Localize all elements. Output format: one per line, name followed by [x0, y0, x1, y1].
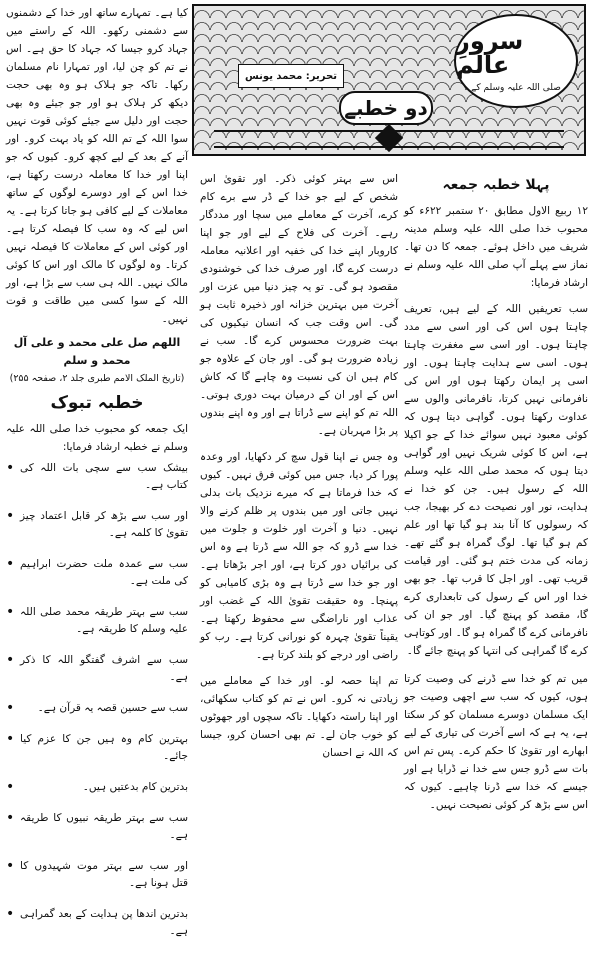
- decorative-flourish: [214, 130, 564, 148]
- sayings-list: [6, 460, 188, 940]
- middle-column: [200, 170, 398, 762]
- first-sermon-heading: پہلا خطبہ جمعہ: [442, 177, 550, 193]
- reference: (تاریخ الملک الامم طبری جلد ۲، صفحہ ۲۵۵): [9, 373, 185, 384]
- dua-line: اللھم صل علی محمد و علی آل محمد و سلم: [13, 336, 181, 367]
- left-paragraph: کیا ہے۔ تمہارے ساتھ اور خدا کے دشمنوں سے دشمنی رکھو۔ اللہ کے راستے میں جہاد کرو جیسا کہ جہاد کا حق ہے۔ اس نے تم کو چن لیا، اور تمہارا نام مسلمان رکھا۔ تاکہ جو ہلاک ہو وہ بھی حجت دیکھ کر ہلاک ہو اور جو جیئے وہ بھی حجت اور دلیل سے جیئے کوئی قوت نہیں سوا اللہ کے تم اللہ کو یاد بہت کرو۔ اور آنے کے بعد کے لیے کچھ کرو۔ کیوں کہ جو اپنا اور خدا کا معاملہ درست رکھتا ہے، خدا اس کے اور دوسرے لوگوں کے ساتھ معاملات کے لیے کافی ہو جاتا کرتا ہے۔ یہ اس لیے کہ وہ سب کا فیصلہ کرتا ہے۔ اور کوئی اس کے معاملات کا فیصلہ نہیں کرتا۔ وہ لوگوں کا مالک اور اس کا کوئی مالک نہیں۔ اللہ ہی سب سے بڑا ہے، اور اللہ کے سوا کسی میں طاقت و قوت نہیں۔: [6, 7, 188, 325]
- right-paragraph-2: سب تعریفیں اللہ کے لیے ہیں، تعریف چاہتا ہوں اس کی اور اسی سے مدد چاہتا ہوں۔ اور اسی سے مغفرت چاہتا ہوں۔ اسی سے ہدایت چاہتا ہوں۔ اور اسی پر ایمان رکھتا ہوں اور اس کی نافرمانی نہیں کرتا، نافرمانی والوں سے عداوت رکھتا ہوں۔ گواہی دیتا ہوں کہ کوئی معبود نہیں سوائے خدا کے جو اکیلا ہے، اس کا کوئی شریک نہیں اور گواہی دیتا ہوں کہ محمد صلی اللہ علیہ وسلم اللہ کے رسول ہیں۔ جن کو خدا نے ہدایت، نور اور نصیحت دے کر بھیجا، جب کہ رسولوں کا آنا بند ہو گیا تھا اور علم کم ہو گیا تھا۔ لوگ گمراہ ہو گئے تھے۔ زمانہ کی مدت ختم ہو گئی۔ اور قیامت قریب تھی۔ اور اجل کا قرب تھا۔ جو بھی خدا اور اس کے رسول کی تابعداری کرے گا، مقصد کو پہنچ گیا۔ اور جو ان کی نافرمانی کرے گا گمراہ ہو گا۔ اور کوتاہی کرے گا گمراہی کی انتہا کو پہنچ جائے گا۔: [404, 303, 588, 657]
- list-item: اور سب سے بڑھ کر قابل اعتماد چیز تقویٰ کا کلمہ ہے۔ •: [6, 508, 188, 542]
- list-item: بدترین اندھا پن ہدایت کے بعد گمراہی ہے۔ •: [6, 906, 188, 940]
- middle-paragraph-3: تم اپنا حصہ لو۔ اور خدا کے معاملے میں زیادتی نہ کرو۔ اس نے تم کو کتاب سکھائی، اور اپنا راستہ دکھایا۔ تاکہ سچوں اور جھوٹوں کو خوب جان لے۔ تم بھی احسان کرو، جیسا کہ اللہ نے احسان: [200, 675, 398, 759]
- right-column: [404, 170, 588, 814]
- left-column: [6, 4, 188, 954]
- series-title: سرورِ عالم: [456, 27, 524, 79]
- tabuk-intro: ایک جمعہ کو محبوب خدا صلی اللہ علیہ وسلم نے خطبہ ارشاد فرمایا:: [6, 423, 188, 453]
- author-byline: تحریر: محمد یونس: [238, 64, 344, 88]
- list-item: بدترین کام بدعتیں ہیں۔ •: [6, 779, 188, 796]
- list-item: سب سے عمدہ ملت حضرت ابراہیم کی ملت ہے۔ •: [6, 556, 188, 590]
- list-item: اور سب سے بہتر موت شہیدوں کا قتل ہونا ہے۔ •: [6, 858, 188, 892]
- list-item: سب سے بہتر طریقہ محمد صلی اللہ علیہ وسلم کا طریقہ ہے۔ •: [6, 604, 188, 638]
- list-item: سب سے حسین قصہ یہ قرآن ہے۔ •: [6, 700, 188, 717]
- list-item: بیشک سب سے سچی بات اللہ کی کتاب ہے۔ •: [6, 460, 188, 494]
- tabuk-heading: خطبہ تبوک: [50, 393, 144, 413]
- middle-paragraph-2: وہ جس نے اپنا قول سچ کر دکھایا، اور وعدہ پورا کر دیا، جس میں کوئی فرق نہیں۔ کیوں کہ خدا فرماتا ہے کہ میرے نزدیک بات بدلی نہیں جاتی اور میں بندوں پر ظلم کرنے والا نہیں۔ دنیا و آخرت اور خلوت و جلوت میں خدا سے ڈرو کہ جو اللہ سے ڈرتا ہے وہ اس کی برائیاں دور کرتا ہے، اور اجر بڑھاتا ہے۔ اور جو خدا سے ڈرتا ہے وہ بڑی کامیابی کو پہنچا۔ وہ حقیقت تقویٰ اللہ کے غضب اور عذاب اور ناراضگی سے محفوظ رکھتا ہے۔ یقیناً تقویٰ چہرہ کو نورانی کرتا ہے۔ رب کو راضی اور درجے کو بلند کرتا ہے۔: [200, 451, 398, 661]
- right-paragraph-3: میں تم کو خدا سے ڈرنے کی وصیت کرتا ہوں، کیوں کہ سب سے اچھی وصیت جو ایک مسلمان دوسرے مسلمان کو کر سکتا ہے، یہ ہے کہ اسے آخرت کی تیاری کے لیے ابھارے اور تقویٰ کا حکم کرے۔ پس تم اس بات سے ڈرو جس سے خدا نے ڈرایا ہے اور جیسے کہ خدا سے ڈرنا چاہیے۔ کیوں کہ اس سے بڑھ کر کوئی نصیحت نہیں۔: [404, 673, 588, 811]
- list-item: سب سے بہتر طریقہ نبیوں کا طریقہ ہے۔ •: [6, 810, 188, 844]
- right-paragraph-1: ۱۲ ربیع الاول مطابق ۲۰ ستمبر ۶۲۲ء کو محبوب خدا صلی اللہ علیہ وسلم مدینہ شریف میں داخل ہوئے۔ جمعہ کا دن تھا۔ نماز سے پہلے آپ صلی اللہ علیہ وسلم نے ارشاد فرمایا:: [404, 205, 588, 289]
- series-logo: [454, 14, 578, 108]
- article-banner: [192, 4, 586, 156]
- middle-paragraph-1: اس سے بہتر کوئی ذکر۔ اور تقویٰ اس شخص کے لیے جو خدا کے ڈر سے برے کام کرے، آخرت کے معاملے میں سچا اور مددگار رہے۔ آخرت کی فلاح کے لیے اور جو اپنا کاروبار اپنے خدا کی خفیہ اور اعلانیہ معاملہ درست کرے گا، اور صرف خدا کی خوشنودی مقصود ہو گی۔ تو یہ چیز دنیا میں عزت اور آخرت میں بہترین خزانہ اور ذخیرہ ثابت ہو گی۔ اس وقت جب کہ انسان نیکیوں کی بہت ضرورت محسوس کرے گا۔ سب نے زیادہ ضرورت ہو گی۔ اور جان کے علاوہ جو کام ہیں ان کی نسبت وہ چاہے گا کہ کاش اس کے اور ان کے درمیان بہت دوری ہوتی۔ اللہ تم کو اپنے سے ڈراتا ہے اور وہ اپنے بندوں پر بڑا مہربان ہے۔: [200, 173, 398, 437]
- section-divider: [404, 660, 588, 670]
- list-item: سب سے اشرف گفتگو اللہ کا ذکر ہے۔ •: [6, 652, 188, 686]
- series-name: دو خطبے: [339, 91, 433, 125]
- salutation: صلی اللہ علیہ وسلم کے: [471, 83, 561, 93]
- list-item: بہترین کام وہ ہیں جن کا عزم کیا جائے۔ •: [6, 731, 188, 765]
